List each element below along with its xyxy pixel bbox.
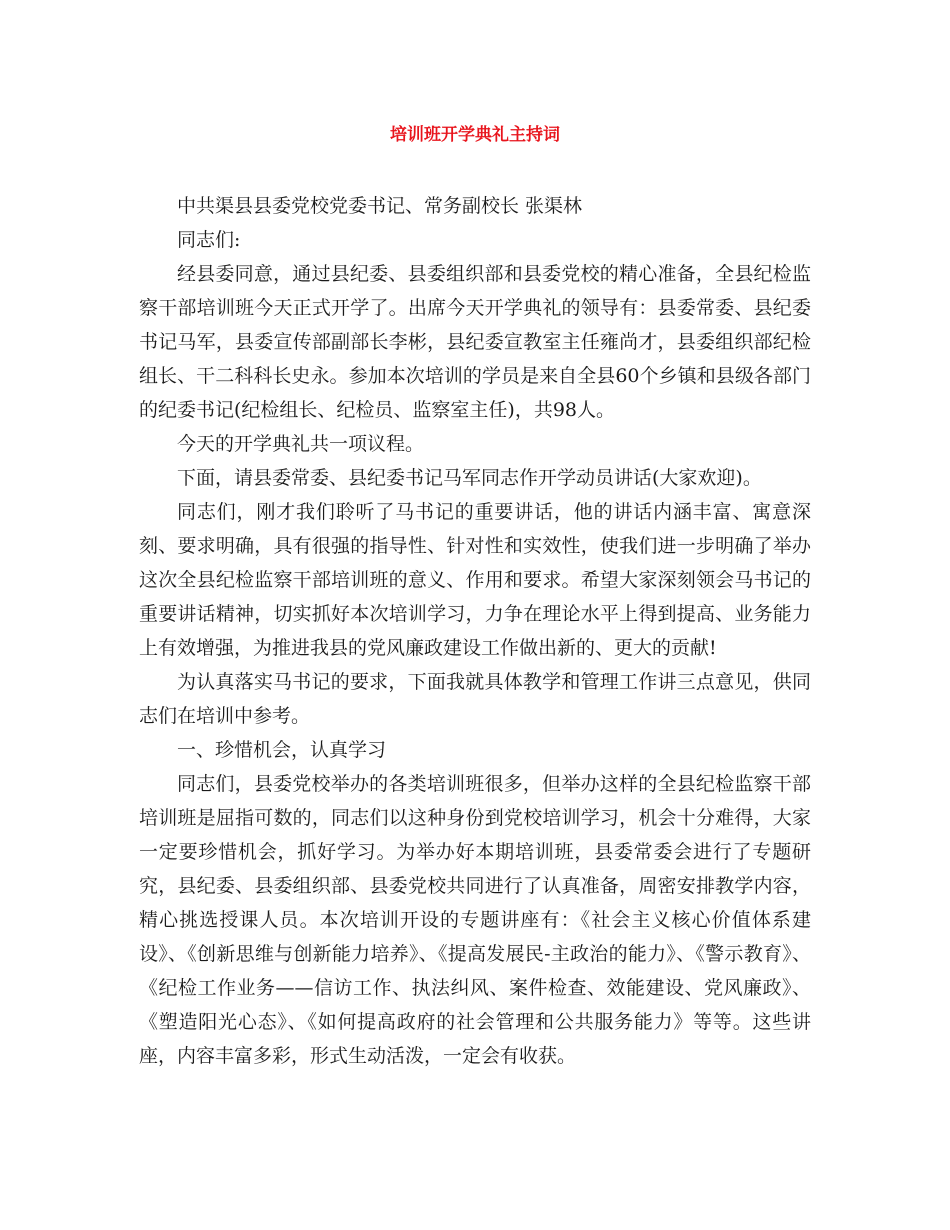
section-heading: 一、珍惜机会，认真学习 bbox=[177, 739, 387, 761]
body-paragraph: 同志们，县委党校举办的各类培训班很多，但举办这样的全县纪检监察干部培训班是屈指可数的，同志们以这种身份到党校培训学习，机会十分难得，大家一定要珍惜机会，抓好学习。为举办好本期培训班，县委常委会进行了专题研究，县纪委、县委组织部、县委党校共同进行了认真准备，周密安排教学内容，精心挑选授课人员。本次培训开设的专题讲座有：《社会主义核心价值体系建设》、《创新思维与创新能力培养》、《提高发展民-主政治的能力》、《警示教育》、《纪检工作业务——信访工作、执法纠风、案件检查、效能建设、党风廉政》、《塑造阳光心态》、《如何提高政府的社会管理和公共服务能力》等等。这些讲座，内容丰富多彩，形式生动活泼，一定会有收获。 bbox=[139, 773, 811, 1067]
body-paragraph: 下面，请县委常委、县纪委书记马军同志作开学动员讲话(大家欢迎)。 bbox=[177, 467, 762, 489]
body-paragraph: 同志们，刚才我们聆听了马书记的重要讲话，他的讲话内涵丰富、寓意深刻、要求明确，具有很强的指导性、针对性和实效性，使我们进一步明确了举办这次全县纪检监察干部培训班的意义、作用和要求。希望大家深刻领会马书记的重要讲话精神，切实抓好本次培训学习，力争在理论水平上得到提高、业务能力上有效增强，为推进我县的党风廉政建设工作做出新的、更大的贡献! bbox=[139, 501, 811, 659]
body-paragraph: 经县委同意，通过县纪委、县委组织部和县委党校的精心准备，全县纪检监察干部培训班今天正式开学了。出席今天开学典礼的领导有：县委常委、县纪委书记马军，县委宣传部副部长李彬，县纪委宣教室主任雍尚才，县委组织部纪检组长、干二科科长史永。参加本次培训的学员是来自全县60个乡镇和县级各部门的纪委书记(纪检组长、纪检员、监察室主任)，共98人。 bbox=[139, 263, 811, 421]
document-body bbox=[139, 189, 811, 1073]
body-paragraph: 为认真落实马书记的要求，下面我就具体教学和管理工作讲三点意见，供同志们在培训中参考。 bbox=[139, 671, 811, 727]
author-line: 中共渠县县委党校党委书记、常务副校长 张渠林 bbox=[177, 195, 583, 217]
body-paragraph: 今天的开学典礼共一项议程。 bbox=[177, 433, 425, 455]
document-title: 培训班开学典礼主持词 bbox=[390, 125, 560, 145]
salutation: 同志们: bbox=[177, 229, 241, 251]
